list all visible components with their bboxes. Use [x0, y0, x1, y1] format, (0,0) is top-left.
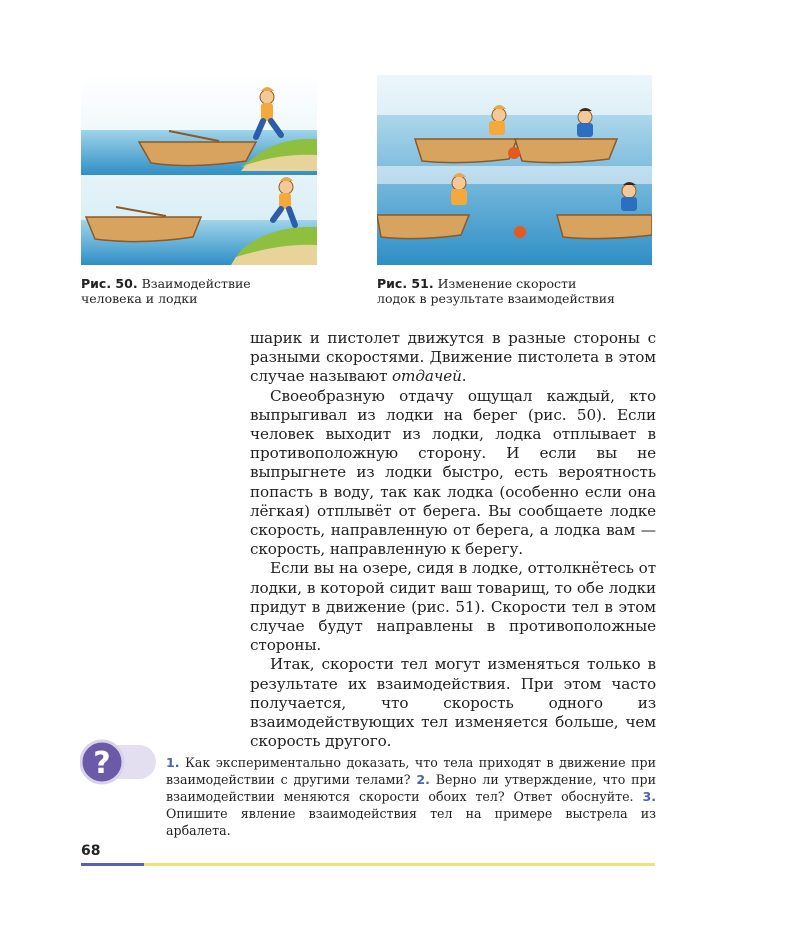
paragraph-2: Своеобразную отдачу ощущал каждый, кто выпрыгивал из лодки на берег (рис. 50). Если человек выходит из лодки, лодка отплывает в противоположную сторону. И если вы не выпрыгнете из лодки быстро, есть вероятность попасть в воду, так как лодка (особенно если она лёгкая) отплывёт от берега. Вы сообщаете лодке скорость, направленную от берега, а лодка вам — скорость, направленную к берегу.	[250, 386, 656, 559]
figure-50-caption-line2: человека и лодки	[81, 291, 198, 306]
question-1-number: 1.	[166, 755, 180, 770]
body-text	[250, 329, 656, 751]
ball	[508, 147, 520, 159]
question-2-number: 2.	[416, 772, 430, 787]
term-recoil: отдачей	[392, 367, 462, 386]
figure-50-caption-line1: Взаимодействие	[141, 276, 251, 291]
figure-51-caption-line2: лодок в результате взаимодействия	[377, 291, 615, 306]
figure-50-label: Рис. 50.	[81, 276, 138, 291]
boat-right	[515, 139, 617, 163]
figure-50-illustration	[81, 75, 317, 265]
review-questions	[166, 754, 656, 839]
figure-51-caption-line1: Изменение скорости	[437, 276, 577, 291]
question-1-text: Как экспериментально доказать, что тела приходят в движение при взаимодействии с другими телами?	[166, 755, 656, 787]
footer-rule	[81, 863, 655, 866]
question-mark-icon	[80, 737, 156, 787]
paragraph-1-text: шарик и пистолет движутся в разные стороны с разными скоростями. Движение пистолета в этом случае называют	[250, 329, 656, 386]
boat-left	[415, 139, 517, 163]
paragraph-1-end: .	[461, 367, 467, 386]
figure-51-label: Рис. 51.	[377, 276, 434, 291]
question-3-text: Опишите явление взаимодействия тел на примере выстрела из арбалета.	[166, 806, 656, 838]
figure-50-caption	[81, 276, 317, 306]
question-2-text: Верно ли утверждение, что при взаимодействии меняются скорости обоих тел? Ответ обоснуйте.	[166, 772, 656, 804]
question-3-number: 3.	[642, 789, 656, 804]
figure-51-caption	[377, 276, 652, 306]
boat	[139, 142, 256, 166]
figure-51-illustration	[377, 75, 652, 265]
svg-text:?: ?	[93, 746, 111, 781]
page-number: 68	[81, 843, 101, 859]
paragraph-3: Если вы на озере, сидя в лодке, оттолкнётесь от лодки, в которой сидит ваш товарищ, то обе лодки придут в движение (рис. 51). Скорости тел в этом случае будут направлены в противоположные стороны.	[250, 559, 656, 655]
paragraph-1	[250, 329, 656, 387]
paragraph-4: Итак, скорости тел могут изменяться только в результате их взаимодействия. При этом часто получается, что скорость одного из взаимодействующих тел изменяется больше, чем скорость другого.	[250, 655, 656, 751]
